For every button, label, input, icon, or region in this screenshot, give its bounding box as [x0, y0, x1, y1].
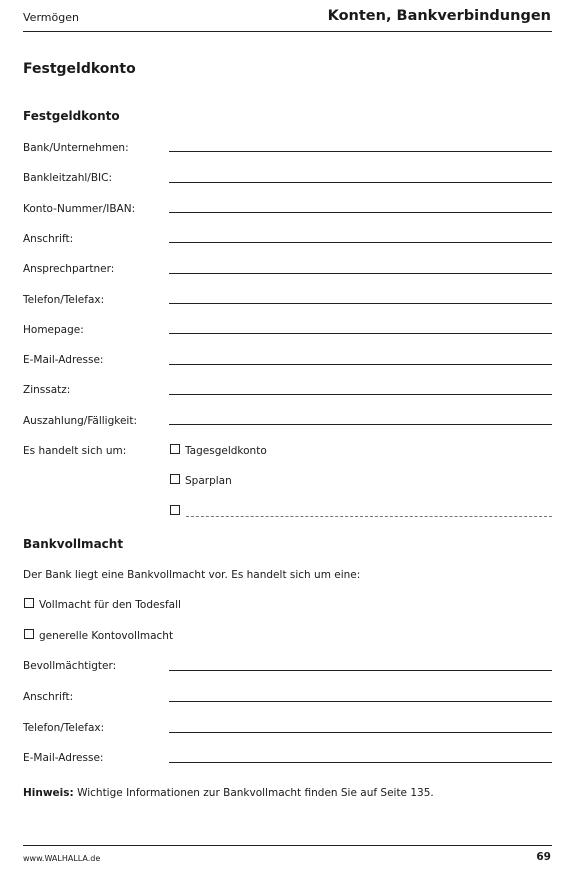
type-label: Es handelt sich um:	[23, 445, 127, 457]
field-input-ansprechpartner[interactable]	[169, 273, 552, 274]
checkbox-tagesgeldkonto[interactable]	[170, 444, 180, 454]
field-input-email[interactable]	[169, 364, 552, 365]
field-label-blz: Bankleitzahl/BIC:	[23, 172, 113, 184]
field-label-v-anschrift: Anschrift:	[23, 691, 74, 703]
field-label-zinssatz: Zinssatz:	[23, 384, 71, 396]
page-number: 69	[536, 851, 551, 863]
field-label-anschrift: Anschrift:	[23, 233, 74, 245]
header-chapter: Konten, Bankverbindungen	[327, 8, 551, 24]
field-label-bevollmaechtigter: Bevollmächtigter:	[23, 660, 117, 672]
checkbox-label-todesfall: Vollmacht für den Todesfall	[39, 599, 181, 611]
checkbox-other[interactable]	[170, 505, 180, 515]
field-input-anschrift[interactable]	[169, 242, 552, 243]
field-input-v-telefon[interactable]	[169, 732, 552, 733]
field-input-v-anschrift[interactable]	[169, 701, 552, 702]
other-input-line[interactable]	[186, 516, 552, 517]
checkbox-label-kontovollmacht: generelle Kontovollmacht	[39, 630, 174, 642]
checkbox-label-tagesgeldkonto: Tagesgeldkonto	[185, 445, 267, 457]
field-label-ansprechpartner: Ansprechpartner:	[23, 263, 115, 275]
footer-url: www.WALHALLA.de	[23, 854, 101, 863]
field-input-homepage[interactable]	[169, 333, 552, 334]
field-label-telefon: Telefon/Telefax:	[23, 294, 105, 306]
hint-body: Wichtige Informationen zur Bankvollmacht finden Sie auf Seite 135.	[73, 787, 434, 799]
header-section: Vermögen	[23, 11, 79, 24]
festgeld-heading: Festgeldkonto	[23, 109, 120, 123]
checkbox-todesfall[interactable]	[24, 598, 34, 608]
footer-rule	[23, 845, 552, 846]
checkbox-label-sparplan: Sparplan	[185, 475, 232, 487]
page-title: Festgeldkonto	[23, 61, 136, 77]
field-input-auszahlung[interactable]	[169, 424, 552, 425]
field-input-iban[interactable]	[169, 212, 552, 213]
vollmacht-intro: Der Bank liegt eine Bankvollmacht vor. Es handelt sich um eine:	[23, 569, 361, 581]
field-input-bank[interactable]	[169, 151, 552, 152]
vollmacht-heading: Bankvollmacht	[23, 537, 124, 551]
hint-label: Hinweis:	[23, 787, 74, 799]
field-input-blz[interactable]	[169, 182, 552, 183]
field-input-v-email[interactable]	[169, 762, 552, 763]
checkbox-sparplan[interactable]	[170, 474, 180, 484]
field-label-auszahlung: Auszahlung/Fälligkeit:	[23, 415, 138, 427]
checkbox-kontovollmacht[interactable]	[24, 629, 34, 639]
header-rule	[23, 31, 552, 32]
field-label-email: E-Mail-Adresse:	[23, 354, 104, 366]
field-input-bevollmaechtigter[interactable]	[169, 670, 552, 671]
field-input-zinssatz[interactable]	[169, 394, 552, 395]
field-label-v-telefon: Telefon/Telefax:	[23, 722, 105, 734]
field-label-iban: Konto-Nummer/IBAN:	[23, 203, 136, 215]
hint-text	[23, 787, 434, 799]
field-label-v-email: E-Mail-Adresse:	[23, 752, 104, 764]
field-input-telefon[interactable]	[169, 303, 552, 304]
field-label-homepage: Homepage:	[23, 324, 84, 336]
field-label-bank: Bank/Unternehmen:	[23, 142, 129, 154]
